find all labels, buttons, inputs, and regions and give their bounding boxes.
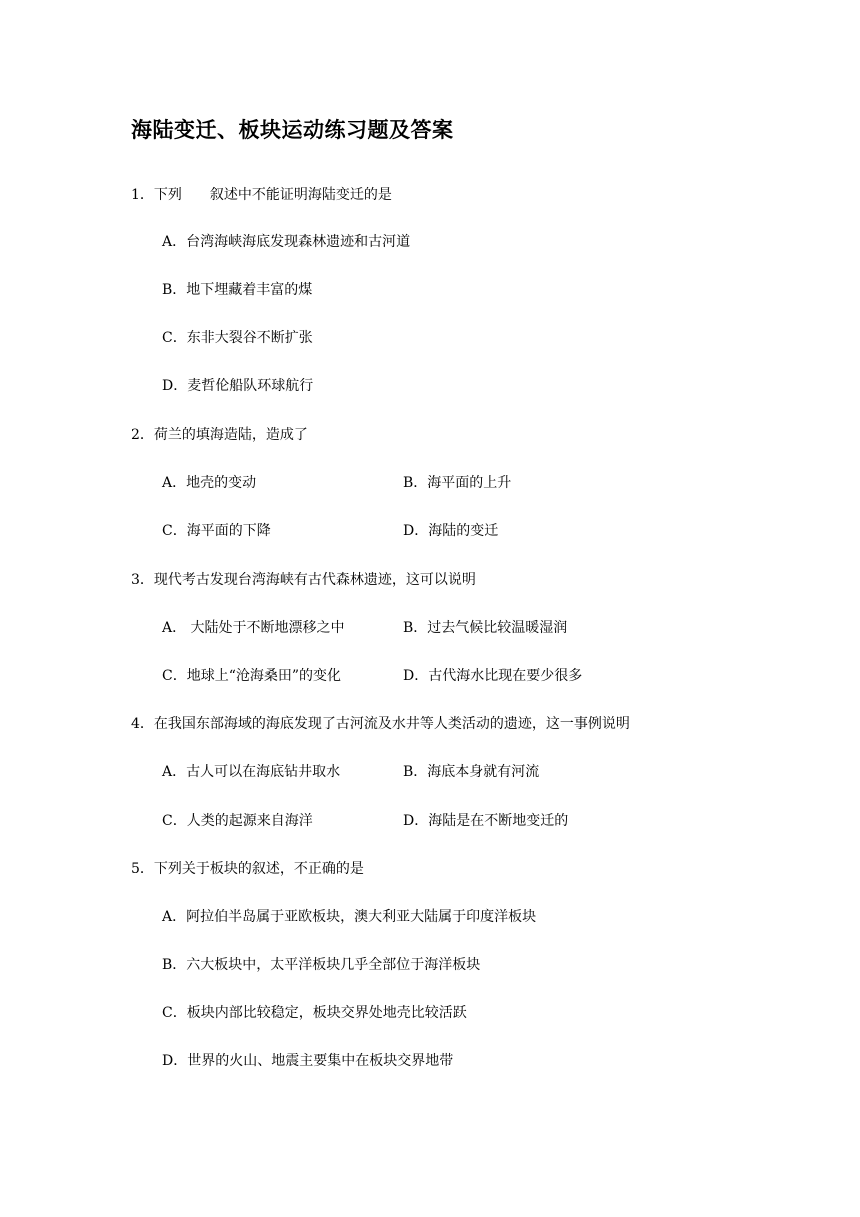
question-2-option-d: D．海陆的变迁 — [403, 523, 499, 539]
question-1-option-b: B．地下埋藏着丰富的煤 — [162, 282, 313, 298]
question-5-option-c: C．板块内部比较稳定，板块交界处地壳比较活跃 — [162, 1005, 467, 1021]
question-2-stem: 2．荷兰的填海造陆，造成了 — [131, 427, 308, 443]
question-5-option-d: D．世界的火山、地震主要集中在板块交界地带 — [162, 1053, 454, 1069]
question-4-option-d: D．海陆是在不断地变迁的 — [403, 813, 569, 829]
question-1-option-d: D．麦哲伦船队环球航行 — [162, 378, 314, 394]
question-5-stem: 5．下列关于板块的叙述，不正确的是 — [131, 861, 364, 877]
question-4-stem: 4．在我国东部海域的海底发现了古河流及水井等人类活动的遗迹，这一事例说明 — [131, 716, 630, 732]
question-2-option-a: A．地壳的变动 — [162, 475, 257, 491]
document-title: 海陆变迁、板块运动练习题及答案 — [131, 117, 454, 142]
question-4-option-b: B．海底本身就有河流 — [403, 764, 540, 780]
question-5-option-a: A．阿拉伯半岛属于亚欧板块，澳大利亚大陆属于印度洋板块 — [162, 909, 537, 925]
question-4-option-c: C．人类的起源来自海洋 — [162, 813, 313, 829]
question-3-stem: 3．现代考古发现台湾海峡有古代森林遗迹，这可以说明 — [131, 572, 476, 588]
question-3-option-c: C．地球上“沧海桑田”的变化 — [162, 668, 342, 684]
question-2-option-b: B．海平面的上升 — [403, 475, 512, 491]
question-1-stem: 1．下列 叙述中不能证明海陆变迁的是 — [131, 187, 392, 203]
question-4-option-a: A．古人可以在海底钻井取水 — [162, 764, 341, 780]
question-5-option-b: B．六大板块中，太平洋板块几乎全部位于海洋板块 — [162, 957, 481, 973]
question-3-option-b: B．过去气候比较温暖湿润 — [403, 620, 568, 636]
question-3-option-a: A． 大陆处于不断地漂移之中 — [162, 620, 345, 636]
question-3-option-d: D．古代海水比现在要少很多 — [403, 668, 583, 684]
question-2-option-c: C．海平面的下降 — [162, 523, 271, 539]
question-1-option-c: C．东非大裂谷不断扩张 — [162, 330, 313, 346]
question-1-option-a: A．台湾海峡海底发现森林遗迹和古河道 — [162, 234, 411, 250]
